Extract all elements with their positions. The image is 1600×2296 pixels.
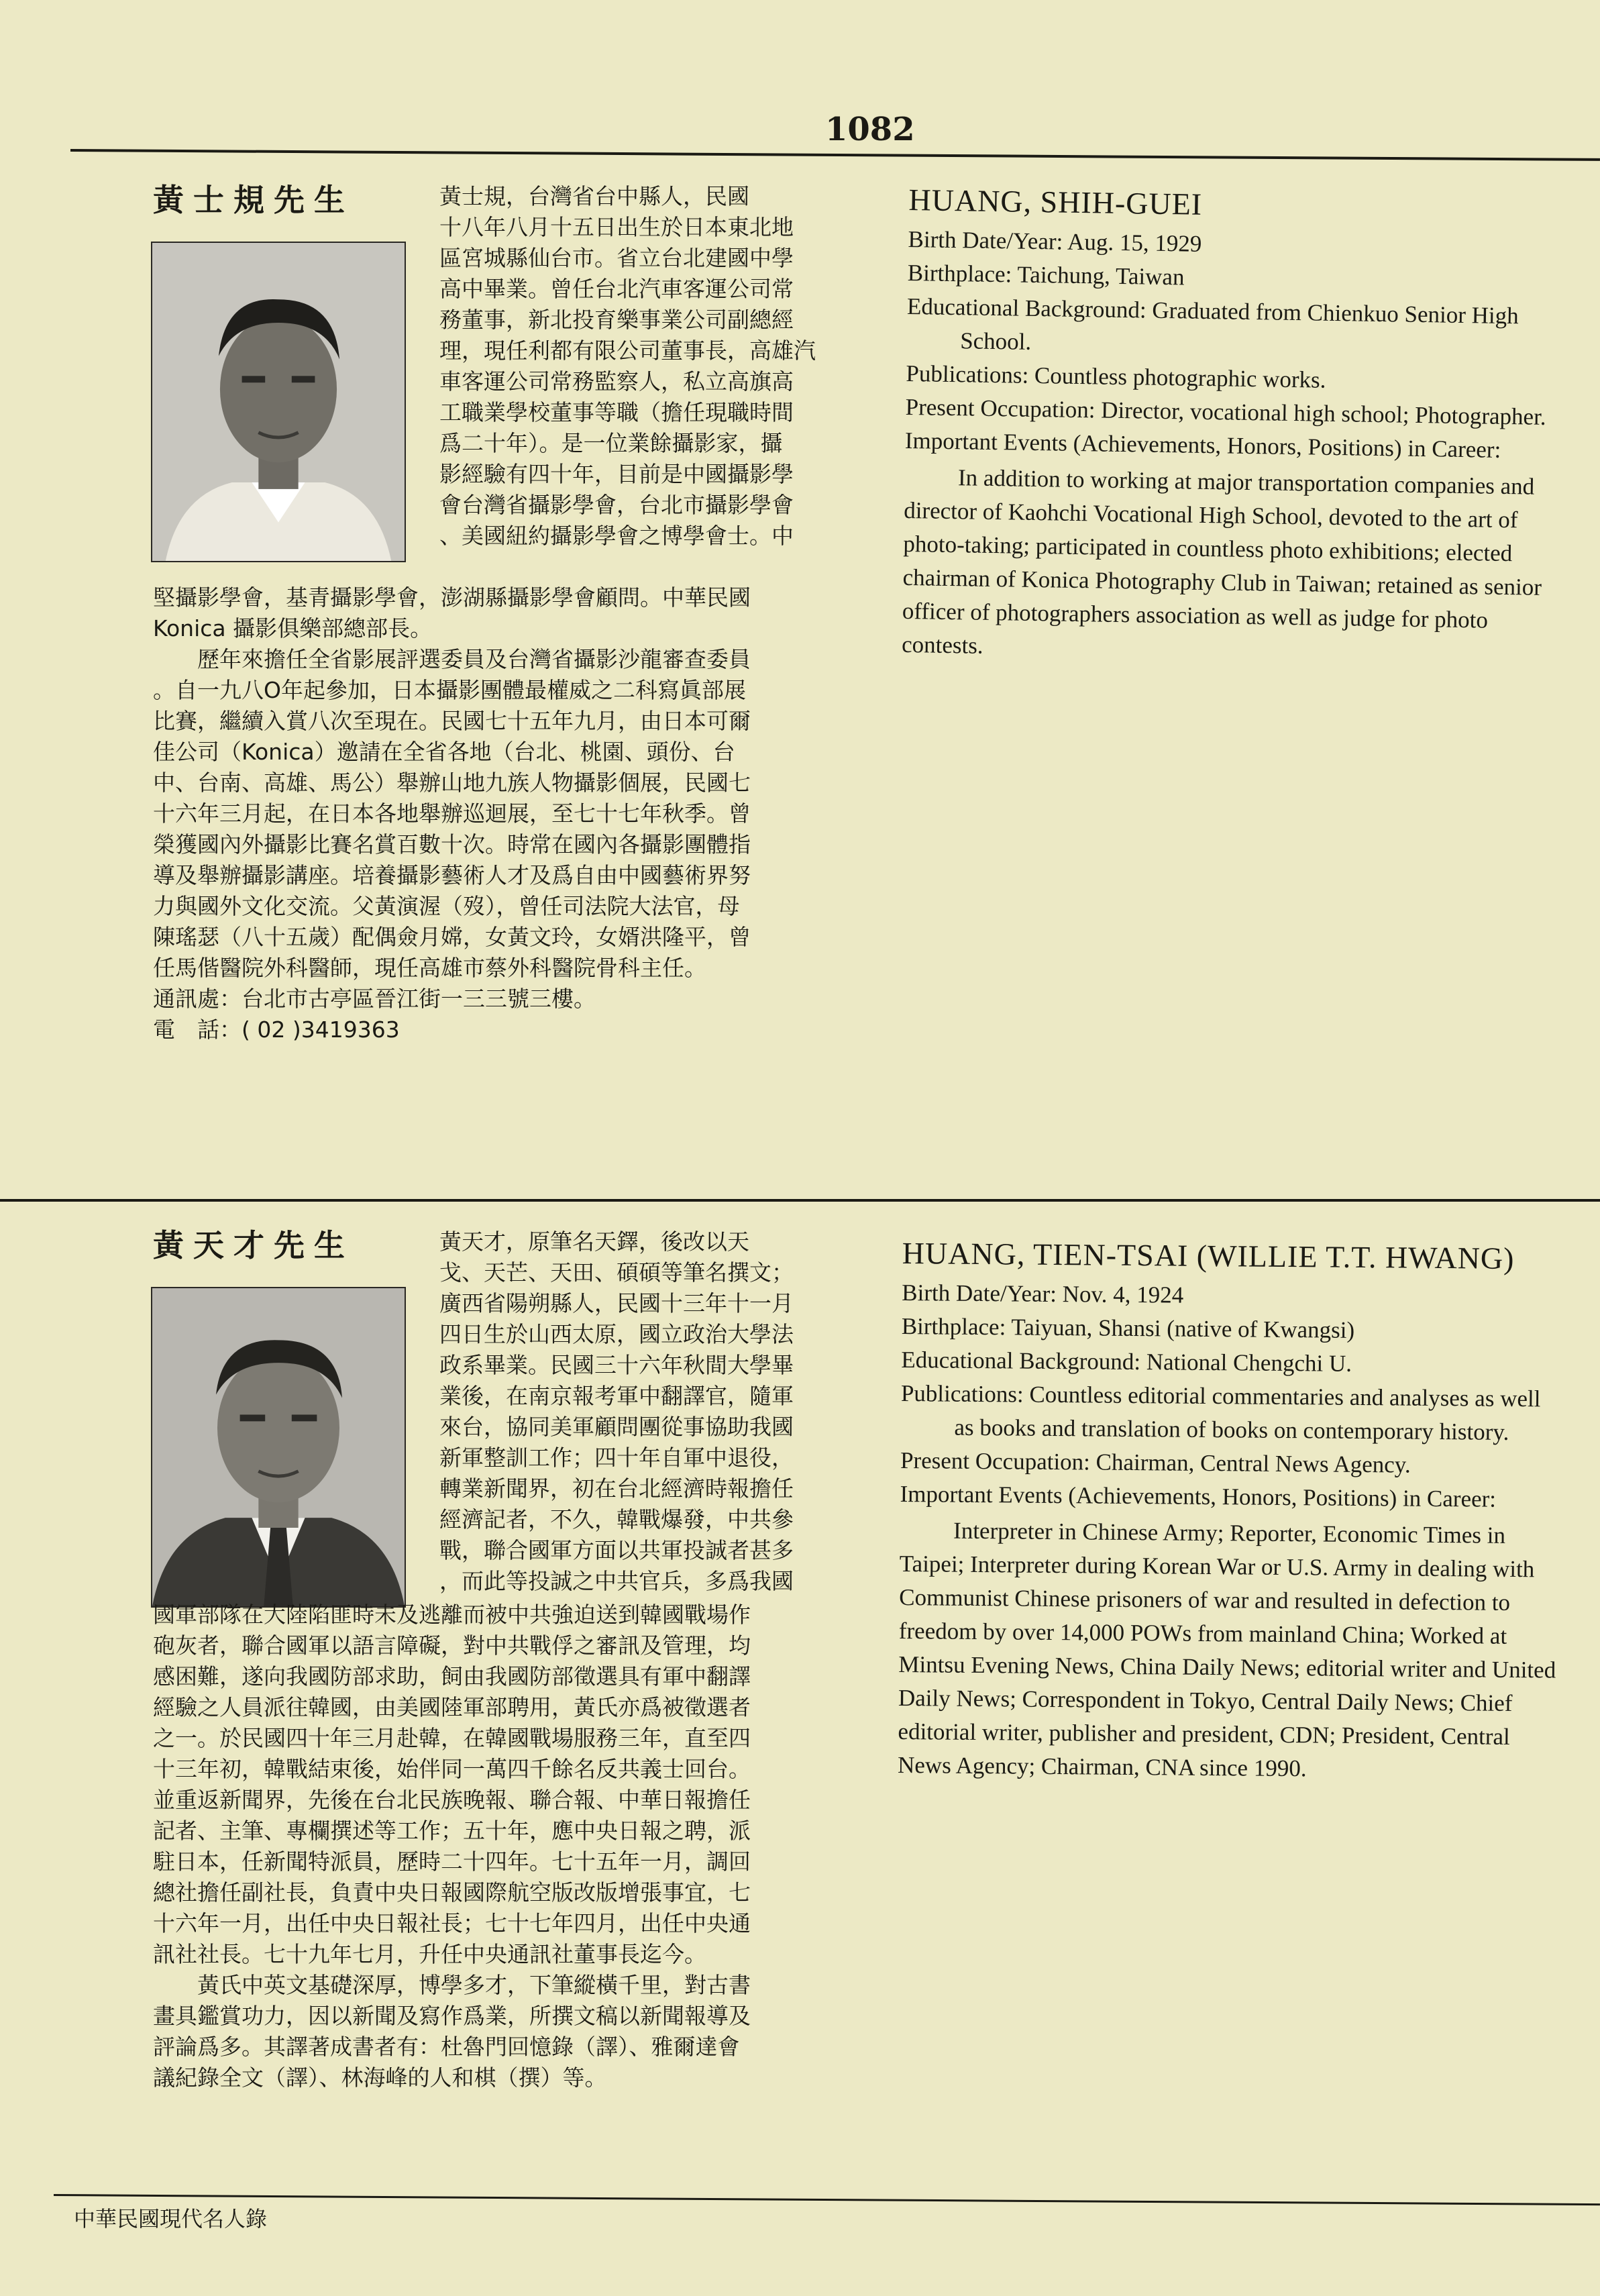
zh-biography-body: 堅攝影學會，基青攝影學會，澎湖縣攝影學會顧問。中華民國 Konica 攝影俱樂部總部長。 歷年來擔任全省影展評選委員及台灣省攝影沙龍審查委員 。自一九八O年起參加，日本攝影團體最權威之二科寫眞部展 比賽，繼續入賞八次至現在。民國七十五年九月，由日本可爾 佳公司（Konica）邀請在全省各地（台北、桃園、頭份、台 中、台南、高雄、馬公）舉辦山地九族人物攝影個展，民國七 十六年三月起，在日本各地舉辦巡迴展，至七十七年秋季。曾 榮獲國內外攝影比賽名賞百數十次。時常在國內各攝影團體指 導及舉辦攝影講座。培養攝影藝術人才及爲自由中國藝術界努 力與國外文化交流。父黃演渥（歿），曾任司法院大法官，母 陳瑤瑟（八十五歲）配偶僉月嫦，女黃文玲，女婿洪隆平，曾 任馬偕醫院外科醫師，現任高雄市蔡外科醫院骨科主任。 通訊處：台北市古亭區晉江街一三三號三樓。 電 話：( 02 )3419363 [153,584,751,1043]
zh-biography-intro: 黃天才，原筆名天鐸，後改以天 戈、天芒、天田、碩碩等筆名撰文； 廣西省陽朔縣人，民國十三年十一月 四日生於山西太原，國立政治大學法 政系畢業。民國三十六年秋間大學畢 業後，在南京報考軍中翻譯官，隨軍 來台，協同美軍顧問團從事協助我國 新軍整訓工作；四十年自軍中退役， 轉業新聞界，初在台北經濟時報擔任 經濟記者，不久，韓戰爆發，中共參 戰，聯合國軍方面以共軍投誠者甚多 ，而此等投誠之中共官兵，多爲我國 [439,1229,794,1594]
page-number: 1082 [825,111,915,148]
birthplace: Birthplace: Taiyuan, Shansi (native of Kwangsi) [901,1312,1355,1343]
portrait-photo [151,242,406,562]
education: Educational Background: National Chengchi U. [901,1346,1352,1377]
present-occupation: Present Occupation: Chairman, Central News Agency. [900,1447,1411,1478]
publications: Publications: Countless photographic works. [906,360,1326,393]
zh-name: 黃士規先生 [153,182,354,218]
important-events-label: Important Events (Achievements, Honors, Positions) in Career: [900,1480,1497,1512]
en-name: HUANG, TIEN-TSAI (WILLIE T.T. HWANG) [902,1235,1515,1275]
portrait-photo [151,1287,406,1608]
important-events-label: Important Events (Achievements, Honors, Positions) in Career: [904,427,1501,463]
career-summary: Interpreter in Chinese Army; Reporter, Economic Times in Taipei; Interpreter during Korean War or U.S. Army in dealing with Communist Chinese prisoners of war and resulted in defection to freedom by over 14,000 POWs from mainland China; Worked at Mintsu Evening News, China Daily News; editorial writer and United Daily News; Correspondent in Tokyo, Central Daily News; Chief editorial writer, publisher and president, CDN; President, Central News Agency; Chairman, CNA since 1990. [897,1517,1556,1782]
present-occupation: Present Occupation: Director, vocational high school; Photographer. [905,393,1546,430]
zh-biography-intro: 黃士規，台灣省台中縣人，民國 十八年八月十五日出生於日本東北地 區宮城縣仙台市。省立台北建國中學 高中畢業。曾任台北汽車客運公司常 務董事，新北投育樂事業公司副總經 理，現任利都有限公司董事長，高雄汽 車客運公司常務監察人，私立高旗高 工職業學校董事等職（擔任現職時間 爲二十年）。是一位業餘攝影家，攝 影經驗有四十年，目前是中國攝影學 會台灣省攝影學會，台北市攝影學會 、美國紐約攝影學會之博學會士。中 [439,183,816,549]
zh-name: 黃天才先生 [153,1227,354,1263]
publications: Publications: Countless editorial commentaries and analyses as well as books and translation of books on contemporary history. [900,1379,1541,1445]
birth-date: Birth Date/Year: Nov. 4, 1924 [902,1279,1184,1308]
en-biography [898,1233,1566,1788]
birthplace: Birthplace: Taichung, Taiwan [907,259,1185,291]
header-rule [70,149,1600,161]
footer-rule [54,2194,1600,2205]
education: Educational Background: Graduated from Chienkuo Senior High School. [906,293,1519,355]
en-biography [902,180,1573,672]
footer-title: 中華民國現代名人錄 [74,2206,268,2232]
en-name: HUANG, SHIH-GUEI [908,182,1203,221]
career-summary: In addition to working at major transportation companies and director of Kaohchi Vocational High School, devoted to the art of photo-taking; participated in countless photo exhibitions; elected chairman of Konica Photography Club in Taiwan; retained as senior officer of photographers association as well as judge for photo contests. [901,464,1542,659]
zh-biography-body: 國軍部隊在大陸陷匪時未及逃離而被中共強迫送到韓國戰場作 砲灰者，聯合國軍以語言障礙，對中共戰俘之審訊及管理，均 感困難，遂向我國防部求助，飼由我國防部徵選具有軍中翻譯 經驗之人員派往韓國，由美國陸軍部聘用，黃氏亦爲被徵選者 之一。於民國四十年三月赴韓，在韓國戰場服務三年，直至四 十三年初，韓戰結束後，始伴同一萬四千餘名反共義士回台。 並重返新聞界，先後在台北民族晚報、聯合報、中華日報擔任 記者、主筆、專欄撰述等工作；五十年，應中央日報之聘，派 駐日本，任新聞特派員，歷時二十四年。七十五年一月，調回 總社擔任副社長，負責中央日報國際航空版改版增張事宜，七 十六年一月，出任中央日報社長；七十七年四月，出任中央通 訊社社長。七十九年七月，升任中央通訊社董事長迄今。 黃氏中英文基礎深厚，博學多才，下筆縱橫千里，對古書 畫具鑑賞功力，因以新聞及寫作爲業，所撰文稿以新聞報導及 評論爲多。其譯著成書者有：杜魯門回憶錄（譯）、雅爾達會 議紀錄全文（譯）、林海峰的人和棋（撰）等。 [153,1602,751,2091]
section-divider [0,1199,1600,1202]
birth-date: Birth Date/Year: Aug. 15, 1929 [908,225,1202,257]
